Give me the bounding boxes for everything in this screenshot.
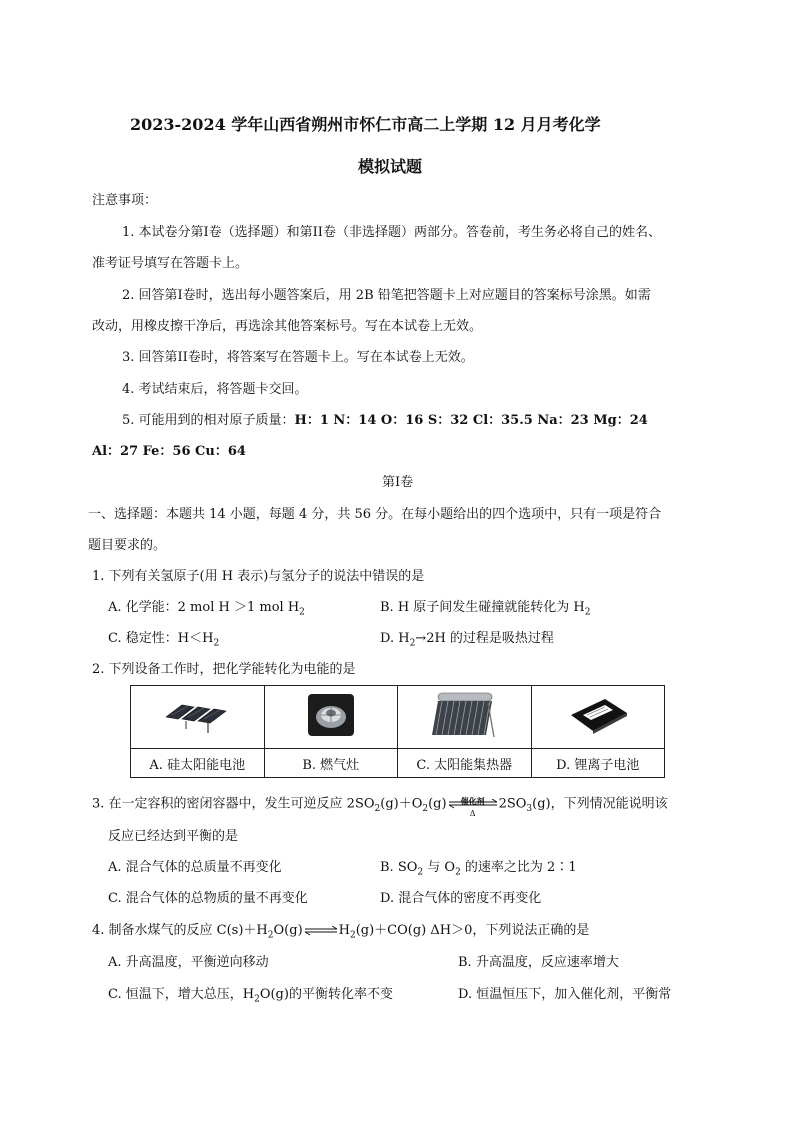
q2-option-b: B. 燃气灶	[264, 749, 398, 778]
q1-option-a-text: A. 化学能：2 mol H ＞1 mol H	[108, 600, 300, 615]
q4-sub-h2o: 2	[267, 930, 274, 941]
q4-option-c-pre: C. 恒温下，增大总压，H	[108, 987, 255, 1002]
q2-option-c: C. 太阳能集热器	[398, 749, 532, 778]
section-label: 第I卷	[382, 475, 414, 490]
q1-option-b	[380, 599, 591, 622]
notice-item2-line1: 2. 回答第I卷时，选出每小题答案后，用 2B 铅笔把答题卡上对应题目的答案标号涂黑。如需	[122, 288, 651, 303]
q2-stem: 2. 下列设备工作时，把化学能转化为电能的是	[92, 662, 356, 677]
q3-option-a: A. 混合气体的总质量不再变化	[108, 860, 282, 875]
q3-stem-line2: 反应已经达到平衡的是	[108, 829, 239, 844]
q4-stem-pre: 4. 制备水煤气的反应 C(s)＋H	[92, 923, 268, 938]
q1-option-c-text: C. 稳定性：H＜H	[108, 631, 214, 646]
solar-panel-icon	[162, 695, 232, 735]
solar-water-heater-icon	[428, 689, 500, 741]
q4-option-c-post: O(g)的平衡转化率不变	[259, 987, 393, 1002]
q4-stem-post2: (g)＋CO(g) ΔH＞0，下列说法正确的是	[355, 923, 590, 938]
q3-option-b-mid: 与 O	[423, 860, 456, 875]
q4-option-c	[108, 986, 393, 1009]
q2-image-cell-a	[131, 686, 265, 749]
q2-option-d: D. 锂离子电池	[531, 749, 665, 778]
q3-stem-post: 2SO	[498, 796, 527, 812]
notice-item1-line2: 准考证号填写在答题卡上。	[92, 256, 249, 271]
q1-option-a-sub: 2	[299, 607, 305, 618]
q3-option-b-post: 的速率之比为 2∶1	[460, 860, 577, 875]
q1-option-d-pre: D. H	[380, 631, 410, 646]
q3-option-c: C. 混合气体的总物质的量不再变化	[108, 891, 308, 906]
q4-stem-mid: O(g)	[273, 923, 303, 938]
q2-image-cell-d	[531, 686, 665, 749]
q2-option-a: A. 硅太阳能电池	[131, 749, 265, 778]
notice-heading: 注意事项：	[92, 193, 158, 208]
q1-option-b-text: B. H 原子间发生碰撞就能转化为 H	[380, 600, 585, 615]
q3-stem	[92, 795, 668, 818]
q1-stem: 1. 下列有关氢原子(用 H 表示)与氢分子的说法中错误的是	[92, 569, 425, 584]
notice-item5-masses: H：1 N：14 O：16 S：32 Cl：35.5 Na：23 Mg：24	[294, 413, 648, 428]
q1-option-d-sub: 2	[409, 638, 416, 649]
q2-image-cell-b	[264, 686, 398, 749]
q1-option-c-sub: 2	[213, 638, 220, 649]
q1-option-c	[108, 630, 219, 653]
q3-catalyst-label: 催化剂	[460, 796, 485, 806]
q4-option-d: D. 恒温恒压下，加入催化剂，平衡常	[458, 987, 672, 1002]
reversible-arrow-icon	[447, 795, 499, 818]
q3-stem-mid1: (g)＋O	[380, 796, 423, 812]
notice-item3: 3. 回答第II卷时，将答案写在答题卡上。写在本试卷上无效。	[122, 350, 474, 365]
q4-sub-h2: 2	[349, 930, 356, 941]
equilibrium-arrow-icon	[303, 926, 339, 936]
q4-stem	[92, 922, 589, 945]
notice-item1-line1: 1. 本试卷分第I卷（选择题）和第II卷（非选择题）两部分。答卷前，考生务必将自己的姓名、	[122, 225, 661, 240]
notice-item2-line2: 改动，用橡皮擦干净后，再选涂其他答案标号。写在本试卷上无效。	[92, 319, 483, 334]
gas-stove-icon	[305, 691, 357, 739]
q1-option-b-sub: 2	[584, 607, 591, 618]
q3-option-b	[380, 859, 577, 882]
q1-option-d	[380, 630, 554, 653]
q4-stem-post1: H	[338, 923, 350, 938]
q4-option-b: B. 升高温度，反应速率增大	[458, 955, 619, 970]
page-title-line1: 2023-2024 学年山西省朔州市怀仁市高二上学期 12 月月考化学	[130, 115, 601, 134]
q1-option-d-post: →2H 的过程是吸热过程	[415, 631, 554, 646]
q3-option-b-sub2: 2	[455, 867, 461, 878]
q2-device-table	[130, 685, 665, 778]
q3-sub-3: 3	[526, 804, 533, 815]
q3-option-d: D. 混合气体的密度不再变化	[380, 891, 542, 906]
q3-option-b-pre: B. SO	[380, 860, 418, 875]
page-title-line2: 模拟试题	[358, 157, 423, 176]
part1-line2: 题目要求的。	[88, 538, 167, 553]
part1-line1: 一、选择题：本题共 14 小题，每题 4 分，共 56 分。在每小题给出的四个选项中，只有一项是符合	[88, 507, 662, 522]
lithium-battery-icon	[565, 695, 631, 735]
q3-sub-2a: 2	[374, 804, 381, 815]
q4-option-a: A. 升高温度，平衡逆向移动	[108, 955, 269, 970]
notice-item5-line2: Al：27 Fe：56 Cu：64	[92, 444, 246, 459]
q3-sub-2b: 2	[422, 804, 429, 815]
notice-item5-prefix: 5. 可能用到的相对原子质量：	[122, 413, 295, 428]
q3-option-b-sub1: 2	[417, 867, 424, 878]
q3-stem-mid2: (g)	[428, 796, 447, 812]
notice-item5	[122, 412, 648, 430]
q3-stem-end: (g)，下列情况能说明该	[532, 796, 668, 812]
q3-stem-pre: 3. 在一定容积的密闭容器中，发生可逆反应 2SO	[92, 796, 375, 812]
q3-heat-label: Δ	[469, 809, 476, 818]
notice-item4: 4. 考试结束后，将答题卡交回。	[122, 382, 308, 397]
q1-option-a	[108, 599, 305, 622]
q4-option-c-sub: 2	[254, 994, 260, 1005]
q2-image-cell-c	[398, 686, 532, 749]
